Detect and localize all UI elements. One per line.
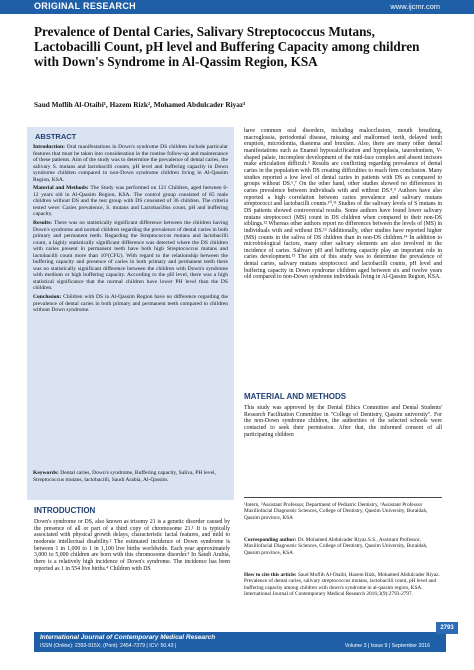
abstract-results: Results: There was no statistically significant difference between the children having Down's syndrome and normal children regarding the prevalence of dental caries in both primary and permanent teeth. Regarding the Streptococcus mutans and lactobacilli count, a highly statistically significant difference was detected where the DS children with caries present in permanent teeth have both high Streptococcus mutans and lactobacilli count more than 10⁵(CFU). With regard to the relationship between the buffering capacity and presence of caries in both primary and permanent teeth there was no statistically significant difference between the children with Down's syndrome with medium or high buffering capacity. According to the pH level, there was a high statistical significance that the normal children have lower PH level than the DS children. [33, 220, 228, 292]
issn-info: ISSN (Online): 2393-915X; (Print): 2454-7379 | ICV: 50.43 | [40, 643, 177, 649]
citation-note: How to cite this article: Saud Moflih Al-Otaibi, Hazem Rizk, Mohamed Abdulcader Riyaz. Prevalence of dental caries, salivary streptococcus mutans, lactobacilli count, pH level and buffering capacity among children with down's syndrome in al-qassim region, KSA. International Journal of Contemporary Medical Research 2016;3(9):2793-2797. [244, 572, 440, 597]
corresponding-author: Corresponding author: Dr. Mohamed Abdulcader Riyaz.S.S., Assistant Professor, Maxillofacial Diagnostic Sciences, College of Dentistry, Qassim University, Buraidah, Qassim province, KSA [244, 537, 428, 556]
abstract-box [27, 127, 234, 500]
introduction-heading: INTRODUCTION [34, 506, 96, 515]
page-number: 2793 [436, 622, 458, 634]
abstract-conclusion: Conclusion: Children with DS in Al-Qassim Region have no difference regarding the prevalence of dental caries in both primary and permanent teeth compared to children without Down syndrome. [33, 294, 228, 314]
methods-text: This study was approved by the Dental Ethics Committee and Dental Students' Research Facilitation Committee in "College of Dentistry, Qassim university". For the non-Down syndrome children, the authorities of the selected schools were contacted to seek their permission. After that, the informed consent of all participating children [244, 405, 442, 438]
section-label: ORIGINAL RESEARCH [34, 1, 136, 11]
journal-name: International Journal of Contemporary Medical Research [40, 634, 216, 641]
abstract-methods: Material and Methods: The Study was performed on 121 Children, aged between 6-12 years old in Al-Qassim Region, KSA. The control group consisted of 85 male children without DS and the test group with DS consisted of 36 children. The criteria tested were: Caries prevalence, S. mutans and Lactobacillus count, pH and buffering capacity. [33, 185, 228, 218]
abstract-introduction: Introduction: Oral manifestations in Down's syndrome DS children include particular features that must be taken into consideration in the routine follow-up and maintenance of these patients. Aim of the study was to determine the prevalence of dental caries, the salivary S. mutans and lactobacilli counts, pH level and buffering capacity in Down syndrome children compared to non-Down syndrome children living in Al-Qassim Region, KSA. [33, 144, 228, 183]
header-bar [0, 0, 474, 14]
article-title: Prevalence of Dental Caries, Salivary Streptococcus Mutans, Lactobacilli Count, pH level and Buffering Capacity among children with Down's Syndrome in Al-Qassim Region, KSA [34, 24, 420, 69]
affiliations: ¹Intern, ²Assistant Professor, Department of Pediatric Dentistry, ³Assistant Professor Maxillofacial Diagnostic Sciences, College of Dentistry, Qassim University, Buraidah, Qassim province, KSA [244, 502, 428, 521]
right-column-text: have common oral disorders, including malocclusion, mouth breathing, macroglossia, periodontal disease, missing and malformed teeth, delayed teeth eruption, microdontia, diastema and bruxism. Also, there are many other dental manifestations such as Enamel hypocalcification and hypoplasia, taurodontism, V-shaped palate, incomplete development of the mid-face complex and absent incisors make articulation difficult.⁵ Results are conflicting regarding prevalence of dental caries in the population with DS creating difficulties to reach firm conclusion. Many studies reported a low level of dental caries in patients with DS as compared to groups without DS.⁶,⁷ On the other hand, other studies showed no differences in caries prevalence between individuals with and without DS.⁸,⁹ Authors have also reported a high correlation between caries prevalence and salivary mutans streptococci and lactobacilli counts.¹⁰,¹¹ Studies of the salivary levels of S mutans in DS patients showed controversial results. Some authors have found lower salivary mutans streptococci (MS) count in DS children when compared to their non-DS siblings.¹² Whereas other authors report no differences between the levels of (MS) in individuals with and without DS.¹³ Additionally, other studies have reported higher (MS) counts in the saliva of DS children than in non-DS children.¹⁴ In addition to microbiological factors, many other salivary elements are also involved in the incidence of caries. Salivary pH and buffering capacity play an important role in caries development.¹⁵ The aim of this study was to determine the prevalence of dental caries, salivary mutans streptococci and lactobacilli counts, pH level and buffering capacity in Down syndrome children aged between six and twelve years old compared to non-Down syndrome individuals living in Al-Qassim Region, KSA. [244, 128, 442, 281]
abstract-keywords: Keywords: Dental caries, Down's syndrome, Buffering capacity, Saliva, PH level, Streptococcus mutans, lactobacilli, Saudi Arabia, Al-Qassim. [33, 470, 216, 483]
volume-info: Volume 3 | Issue 9 | September 2016 [344, 643, 430, 649]
abstract-body [33, 144, 228, 316]
methods-heading: MATERIAL AND METHODS [244, 392, 347, 401]
introduction-text: Down's syndrome or DS, also known as trisomy 21 is a genetic disorder caused by the presence of all or part of a third copy of chromosome 21.¹ It is typically associated with physical growth delays, characteristic facial features, and mild to moderate intellectual disability.² The estimated incidence of Down syndrome is between 1 in 1,000 to 1 in 1,100 live births worldwide. Each year approximately 3,000 to 5,000 children are born with this chromosome disorder.³ In Saudi Arabia, there is a relatively high incidence of Down's syndrome. The incidence has been reported as 1 in 554 live births.⁴ Children with DS [34, 519, 230, 572]
author-list: Saud Moflih Al-Otaibi¹, Hazem Rizk², Mohamed Abdulcader Riyaz³ [34, 100, 246, 109]
footer-page-tab [436, 632, 446, 652]
footnote-divider [244, 497, 442, 498]
abstract-heading: ABSTRACT [35, 132, 77, 141]
footer-bar [34, 632, 436, 652]
journal-url[interactable]: www.ijcmr.com [390, 2, 440, 11]
